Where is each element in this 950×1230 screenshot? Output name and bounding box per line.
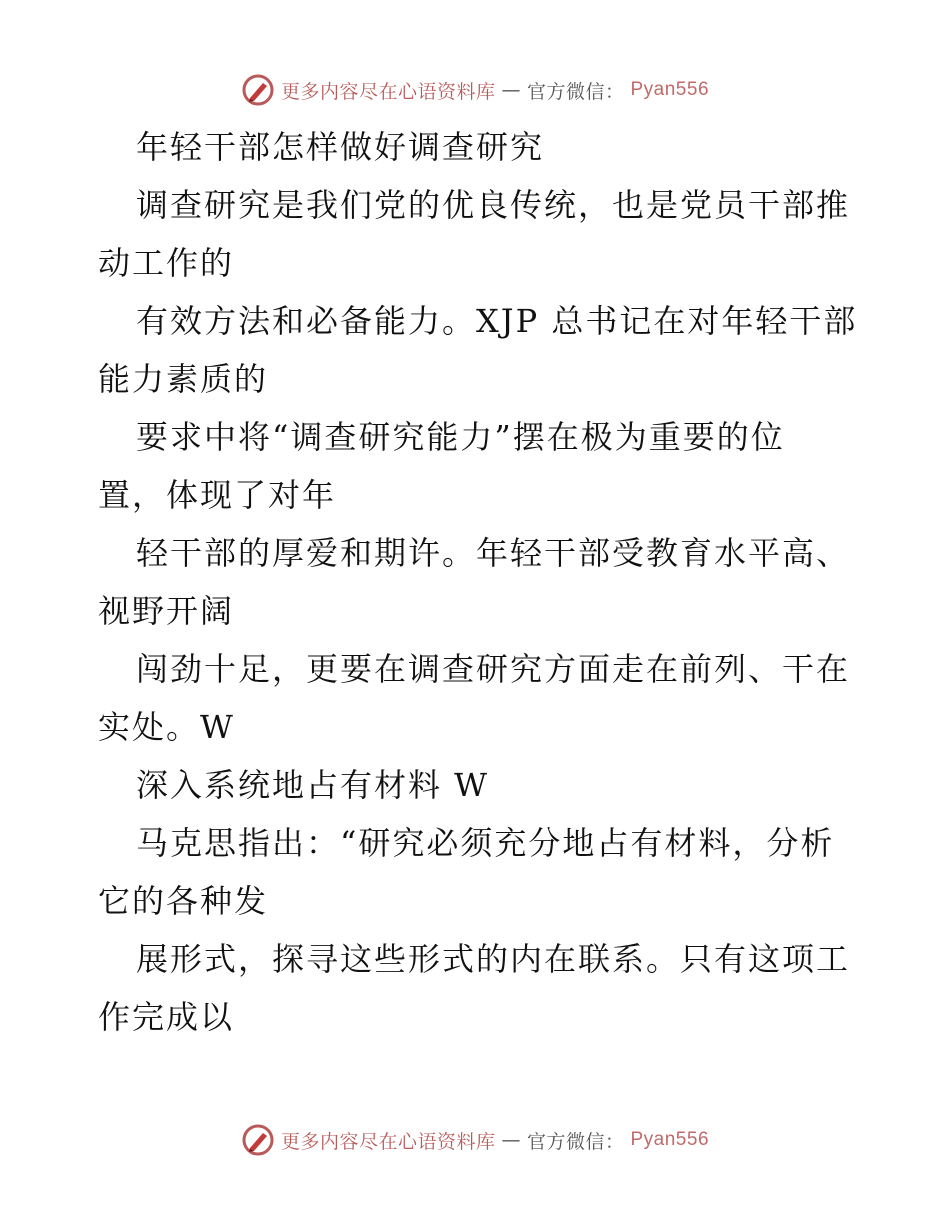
text-line: 调查研究是我们党的优良传统，也是党员干部推 (136, 186, 851, 224)
section-heading: 深入系统地占有材料 W (136, 766, 490, 804)
text-line: 轻干部的厚爱和期许。年轻干部受教育水平高、 (136, 534, 851, 572)
text-line: 能力素质的 (98, 360, 269, 398)
banner-separator: — (501, 1129, 521, 1151)
banner-title: 更多内容尽在心语资料库 (280, 80, 496, 103)
banner-contact-label: 官方微信： (526, 1130, 625, 1153)
text-line: 实处。W (98, 708, 235, 746)
text-line: 展形式，探寻这些形式的内在联系。只有这项工 (136, 940, 851, 978)
text-line: 它的各种发 (98, 882, 269, 920)
footer-banner (0, 1120, 950, 1160)
text-line: 置，体现了对年 (98, 476, 337, 514)
text-line: 有效方法和必备能力。XJP 总书记在对年轻干部 (136, 302, 858, 340)
text-line: 马克思指出：“研究必须充分地占有材料，分析 (136, 824, 835, 862)
banner-title: 更多内容尽在心语资料库 (280, 1130, 496, 1153)
document-body (98, 118, 858, 1046)
text-line: 作完成以 (98, 998, 235, 1036)
text-line: 动工作的 (98, 244, 235, 282)
pen-in-circle-icon (241, 1123, 275, 1157)
text-line: 视野开阔 (98, 592, 235, 630)
pen-in-circle-icon (241, 73, 275, 107)
banner-separator: — (501, 79, 521, 101)
text-line: 要求中将“调查研究能力”摆在极为重要的位 (136, 418, 785, 456)
banner-handle: Pyan556 (630, 1129, 710, 1150)
document-title: 年轻干部怎样做好调查研究 (136, 128, 545, 166)
header-banner (0, 70, 950, 110)
banner-contact-label: 官方微信： (526, 80, 625, 103)
text-line: 闯劲十足，更要在调查研究方面走在前列、干在 (136, 650, 851, 688)
banner-handle: Pyan556 (630, 79, 710, 100)
